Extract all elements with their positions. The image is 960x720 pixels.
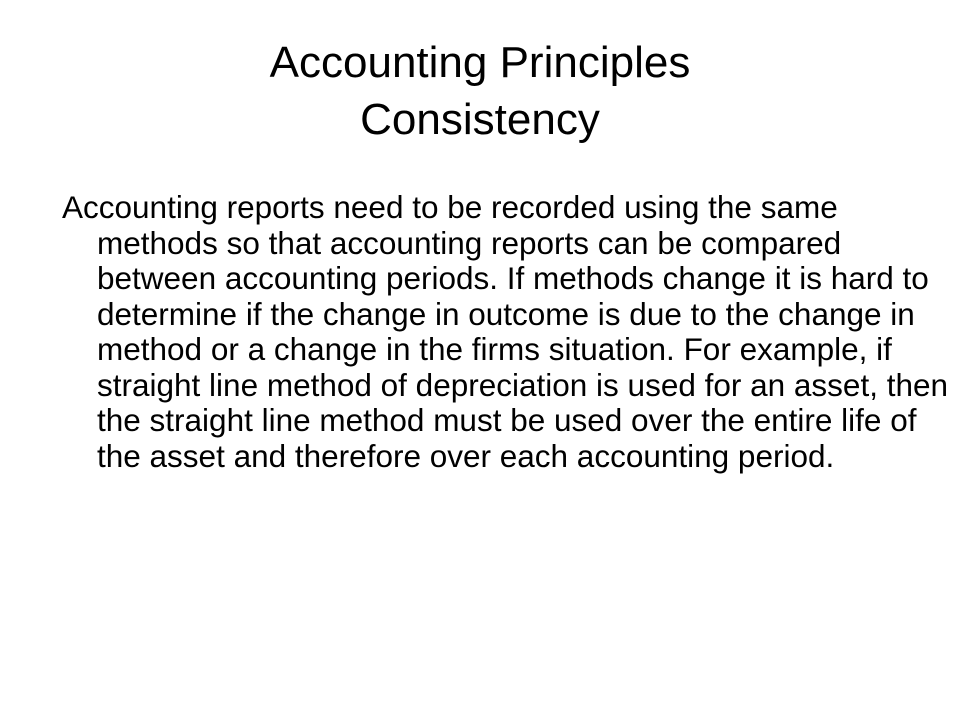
slide-title-line-2: Consistency [360, 95, 600, 144]
slide-title [0, 34, 960, 148]
slide-body-text: Accounting reports need to be recorded using the same methods so that accounting reports can be compared between accounting periods. If methods change it is hard to determine if the change in outcome is due to the change in method or a change in the firms situation. For example, if straight line method of depreciation is used for an asset, then the straight line method must be used over the entire life of the asset and therefore over each accounting period. [62, 189, 949, 474]
slide-title-line-1: Accounting Principles [269, 38, 691, 87]
